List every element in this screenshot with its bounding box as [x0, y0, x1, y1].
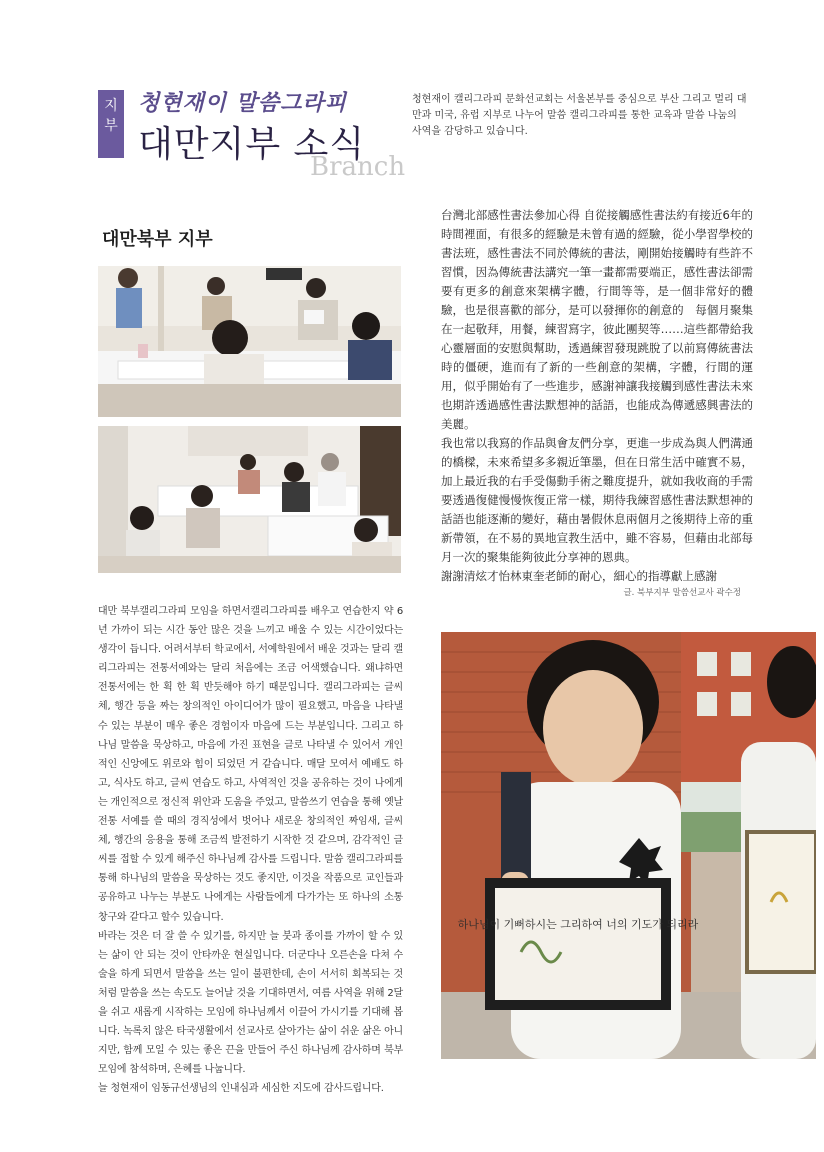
classroom-tables-photo	[98, 426, 401, 573]
section-tag-char: 지	[104, 98, 118, 114]
brand-logo-text: 청현재이 말씀그라피	[138, 90, 347, 116]
calligraphy-frame-photo	[441, 632, 816, 1059]
korean-paragraph: 바라는 것은 더 잘 쓸 수 있기를, 하지만 늘 붓과 종이를 가까이 할 수 있는 삶이 안 되는 것이 안타까운 현실입니다. 더군다나 오른손을 다쳐 수술을 하게 되면서 말씀을 쓰는 일이 불편한데, 손이 서서히 회복되는 것처럼 말씀을 쓰는 속도도 늘어날 것을 기대하면서, 여름 사역을 위해 2달을 쉬고 새롭게 시작하는 모임에 하나님께서 이끌어 가시기를 기대해 봅니다. 녹록치 않은 타국생활에서 선교사로 살아가는 삶이 쉬운 삶은 아니지만, 함께 모일 수 있는 좋은 끈을 만들어 주신 하나님께 감사하며 북부모임에 참석하며, 은혜를 나눕니다.	[98, 930, 403, 1076]
chinese-paragraph: 我也常以我寫的作品與會友們分享，更進一步成為與人們溝通的橋樑，未來希望多多親近筆墨，但在日常生活中確實不易，加上最近我的右手受傷動手術之難度提升，就如我收商的手需要透過復健慢慢恢復正常一樣，期待我練習感性書法默想神的話語也能逐漸的變好，藉由暑假休息兩個月之後期待上帝的重新帶領，在不易的異地宣教生活中，雖不容易，但藉由北部每月一次的聚集能夠彼此分享神的恩典。	[441, 436, 753, 564]
korean-article	[98, 602, 403, 1098]
korean-paragraph: 늘 청현재이 임동규선생님의 인내심과 세심한 지도에 감사드립니다.	[98, 1083, 384, 1095]
intro-text: 청현재이 캘리그라피 문화선교회는 서울본부를 중심으로 부산 그리고 멀리 대만과 미국, 유럽 지부로 나누어 말씀 캘리그라피를 통한 교육과 말씀 나눔의 사역을 감당하고 있습니다.	[412, 94, 747, 137]
section-tag	[98, 90, 124, 158]
classroom-group-photo	[98, 266, 401, 417]
author-credit: 글. 북부지부 말씀선교사 곽수정	[623, 588, 741, 598]
page-title: 대만지부 소식	[138, 124, 366, 165]
chinese-paragraph: 台灣北部感性書法參加心得 自從接觸感性書法約有接近6年的時間裡面，有很多的經驗是未曾有過的經驗，從小學習學校的書法班，感性書法不同於傳統的書法，剛開始接觸時有些許不習慣，因為傳統書法講究一筆一畫都需要端正，感性書法卻需要有更多的創意來架構字體，行間等等，是一個非常好的體驗，也是很喜歡的部分，是可以發揮你的創意的 每個月聚集在一起敬拜，用餐，練習寫字，彼此團契等……這些都帶給我心靈層面的安慰與幫助，透過練習發現跳脫了以前寫傳統書法時的僵硬，進而有了新的一些創意的架構，字體，行間的運用，似乎開始有了一些進步，感謝神讓我接觸到感性書法未來也期許透過感性書法默想神的話語，也能成為傳遞感興書法的美麗。	[441, 208, 753, 431]
section-title: 대만북부 지부	[102, 229, 213, 250]
section-tag-char: 부	[104, 118, 118, 134]
branch-watermark: Branch	[310, 152, 406, 182]
korean-paragraph: 대만 북부캘리그라피 모임을 하면서캘리그라피를 배우고 연습한지 약 6년 가까이 되는 시간 동안 많은 것을 느끼고 배울 수 있는 시간이었다는 생각이 듭니다. 어려서부터 학교에서, 서예학원에서 배운 것과는 달리 캘리그라피는 전통서예와는 달리 처음에는 조금 어색했습니다. 왜냐하면 전통서에는 한 획 한 획 반듯해야 하기 때문입니다. 캘리그라피는 글씨체, 행간 등을 짜는 창의적인 아이디어가 많이 필요했고, 마음을 나타낼 수 있는 부분이 매우 좋은 경험이자 마음에 드는 부분입니다. 그리고 하나님 말씀을 묵상하고, 마음에 가진 표현을 글로 나타낼 수 있어서 개인적인 신앙에도 위로와 힘이 되었던 거 같습니다. 매달 모여서 예배도 하고, 식사도 하고, 글씨 연습도 하고, 사역적인 것을 공유하는 것이 나에게는 개인적으로 정신적 위안과 도움을 주었고, 말씀쓰기 연습을 통해 옛날 전통 서예를 쓸 때의 경직성에서 벗어나 새로운 창의적인 짜임새, 글씨체, 행간의 응용을 통해 조금씩 발전하기 시작한 것 같으며, 감각적인 글씨를 접할 수 있게 해주신 하나님께 감사를 드립니다. 말씀 캘리그라피를 통해 하나님의 말씀을 묵상하는 것도 좋지만, 이것을 작품으로 교인들과 공유하고 나누는 부분도 나에게는 사람들에게 다가가는 또 하나의 소통 창구와 같다고 할수 있습니다.	[98, 606, 403, 923]
chinese-paragraph: 謝謝清炫才怡林東奎老師的耐心，細心的指導獻上感謝	[441, 569, 717, 583]
chinese-article	[441, 206, 753, 586]
frame-calligraphy-text: 하나님이 기뻐하시는 그리하여 너의 기도가 되리라	[457, 918, 699, 931]
